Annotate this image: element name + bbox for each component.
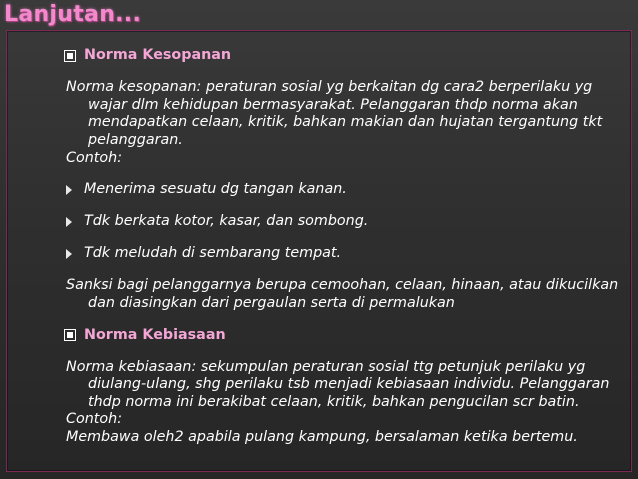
section-heading-kesopanan [64,47,626,65]
square-bullet-icon [64,50,76,62]
example-item [64,181,626,199]
example-item [64,213,626,231]
triangle-bullet-icon [66,249,72,259]
triangle-bullet-icon [66,217,72,227]
slide-content [66,33,626,446]
triangle-bullet-icon [66,185,72,195]
slide-title: Lanjutan... [4,2,142,27]
example-kebiasaan: Membawa oleh2 apabila pulang kampung, bersalaman ketika bertemu. [66,428,578,445]
example-item [64,245,626,263]
example-text: Tdk berkata kotor, kasar, dan sombong. [84,213,369,230]
example-text: Menerima sesuatu dg tangan kanan. [84,181,347,198]
heading-text: Norma Kebiasaan [84,326,226,343]
definition-kesopanan: Norma kesopanan: peraturan sosial yg berkaitan dg cara2 berperilaku yg wajar dlm kehidupan bermasyarakat. Pelanggaran thdp norma akan mendapatkan celaan, kritik, bahkan makian dan hujatan tergantung tkt pelanggaran. [66,79,603,148]
example-text: Tdk meludah di sembarang tempat. [84,245,342,262]
definition-kebiasaan: Norma kebiasaan: sekumpulan peraturan sosial ttg petunjuk perilaku yg diulang-ulang, shg perilaku tsb menjadi kebiasaan individu. Pelanggaran thdp norma ini berakibat celaan, kritik, bahkan pengucilan scr batin. [66,358,610,410]
heading-text: Norma Kesopanan [84,47,232,64]
examples-label: Contoh: [66,411,123,428]
section-heading-kebiasaan [64,327,626,345]
examples-label: Contoh: [66,149,123,166]
sanction-text: Sanksi bagi pelanggarnya berupa cemoohan, celaan, hinaan, atau dikucilkan dan diasingkan dari pergaulan serta di permalukan [66,277,619,311]
square-bullet-icon [64,329,76,341]
